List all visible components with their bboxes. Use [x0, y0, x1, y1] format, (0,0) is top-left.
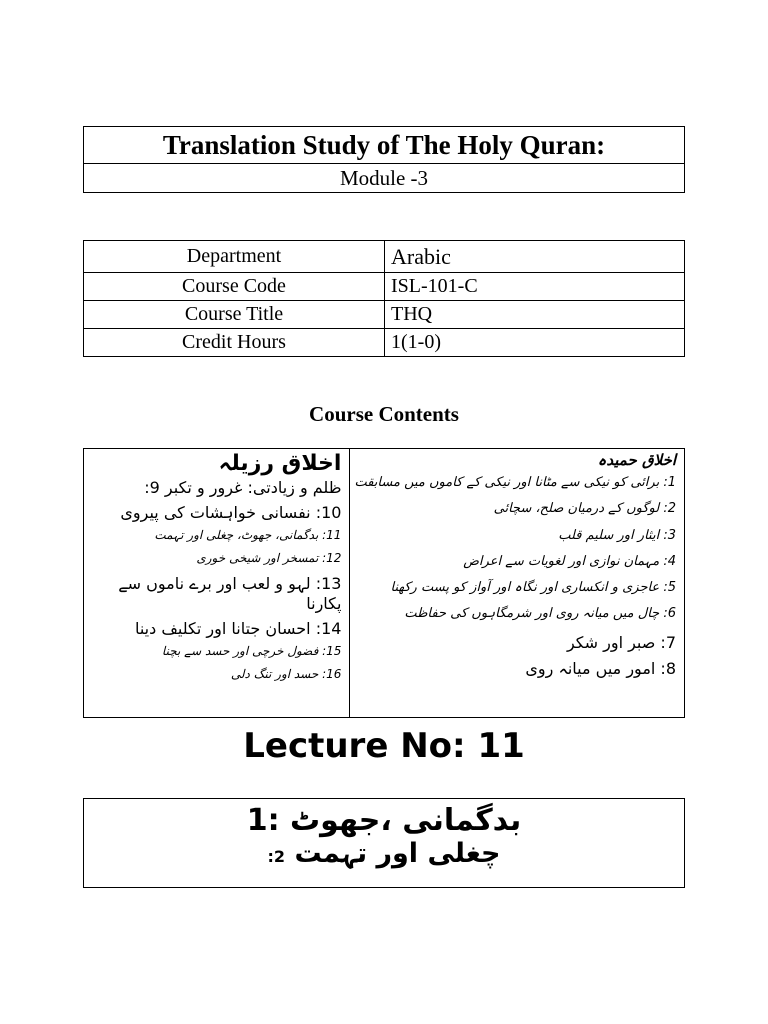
contents-left-cell — [84, 449, 350, 718]
topic-line-2-text: چغلی اور تہمت — [294, 838, 501, 869]
list-item: 7: صبر اور شکر — [566, 632, 676, 652]
module-label: Module -3 — [84, 164, 685, 193]
info-label: Course Title — [84, 301, 385, 329]
contents-heading: Course Contents — [309, 402, 459, 426]
info-label: Credit Hours — [84, 329, 385, 357]
list-item: 3: ایثار اور سلیم قلب — [558, 527, 676, 543]
list-item: 5: عاجزی و انکساری اور نگاہ اور آواز کو پست رکھنا — [390, 580, 676, 595]
contents-right-cell — [350, 449, 685, 718]
list-item: 12: تمسخر اور شیخی خوری — [196, 551, 342, 565]
course-title: Translation Study of The Holy Quran: — [84, 127, 685, 164]
course-title-table — [83, 126, 685, 193]
list-item: 10: نفسانی خواہشات کی پیروی — [120, 503, 342, 522]
table-row — [84, 329, 685, 357]
course-info-table — [83, 240, 685, 357]
list-item: 8: امور میں میانہ روی — [525, 658, 676, 678]
list-item: 11: بدگمانی، جھوٹ، چغلی اور تہمت — [154, 528, 342, 542]
info-value: THQ — [385, 301, 685, 329]
list-item: 13: لہو و لعب اور برے ناموں سے پکارنا — [118, 574, 342, 613]
lecture-title: Lecture No: 11 — [243, 726, 525, 766]
virtues-column — [350, 449, 684, 679]
vices-heading: اخلاق رزیلہ — [218, 451, 342, 476]
list-item: ظلم و زیادتی: غرور و تکبر 9: — [144, 478, 342, 497]
info-label: Department — [84, 241, 385, 273]
list-item: 2: لوگوں کے درمیان صلح، سچائی — [493, 501, 676, 517]
lecture-topic-box — [83, 798, 685, 888]
info-value: Arabic — [385, 241, 685, 273]
list-item: 4: مہمان نوازی اور لغویات سے اعراض — [463, 553, 676, 569]
vices-column — [84, 449, 349, 682]
table-row — [84, 301, 685, 329]
topic-line-2-number: 2: — [267, 847, 286, 866]
course-contents-table — [83, 448, 685, 718]
info-value: ISL-101-C — [385, 273, 685, 301]
table-row — [84, 273, 685, 301]
list-item: 14: احسان جتانا اور تکلیف دینا — [134, 619, 342, 638]
list-item: 1: برائی کو نیکی سے مٹانا اور نیکی کے کاموں میں مسابقت — [354, 475, 676, 490]
list-item: 15: فضول خرچی اور حسد سے بچنا — [161, 644, 342, 658]
topic-line-1: بدگمانی ،جھوٹ :1 — [246, 803, 522, 838]
info-label: Course Code — [84, 273, 385, 301]
table-row — [84, 241, 685, 273]
virtues-heading: اخلاق حمیدہ — [597, 451, 676, 469]
list-item: 16: حسد اور تنگ دلی — [230, 667, 342, 681]
info-value: 1(1-0) — [385, 329, 685, 357]
list-item: 6: چال میں میانہ روی اور شرمگاہوں کی حفاظت — [404, 606, 676, 622]
topic-line-2 — [84, 838, 684, 869]
